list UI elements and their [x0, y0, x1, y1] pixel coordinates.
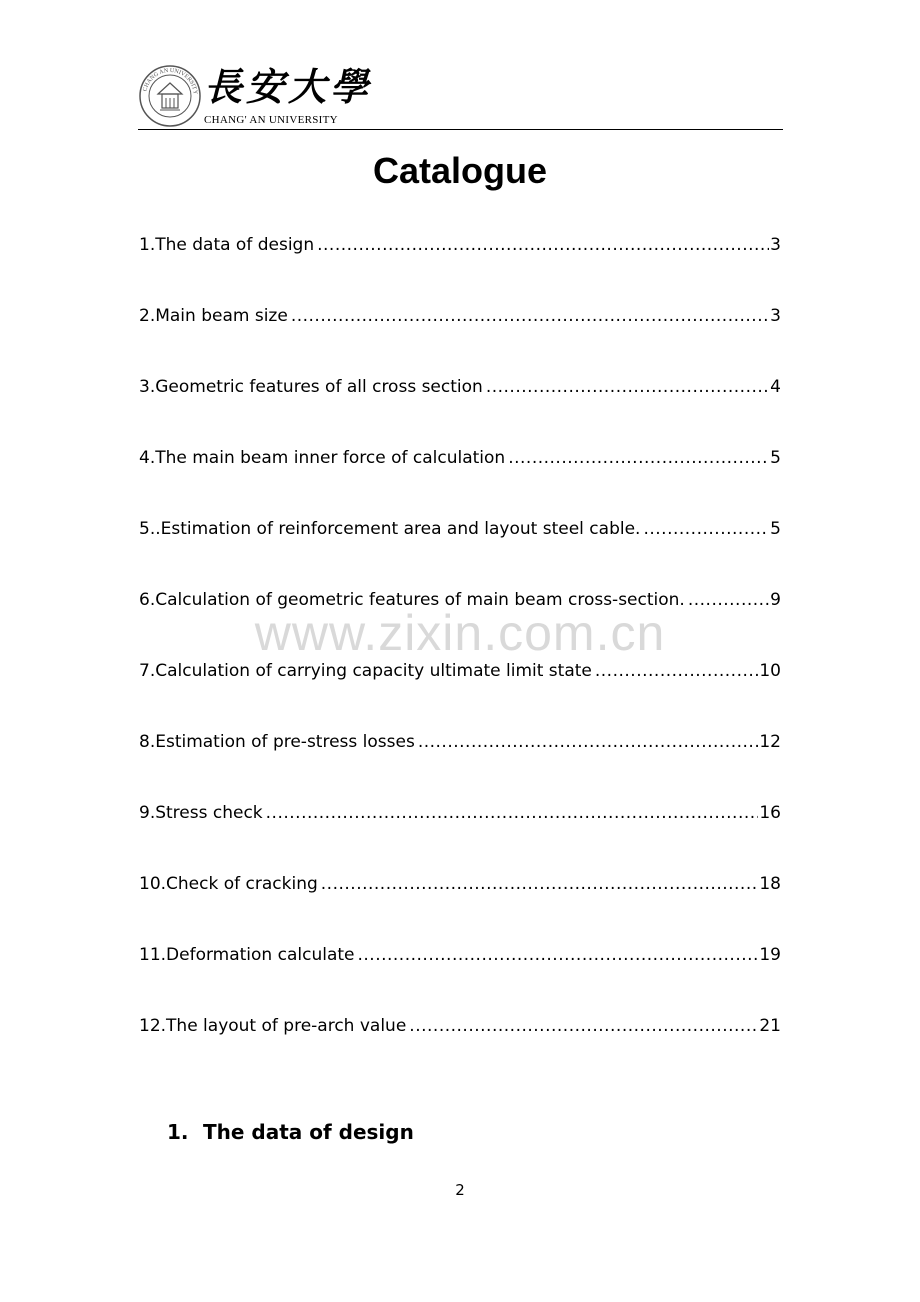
dot-leader	[409, 1012, 758, 1040]
toc-page-number: 18	[759, 874, 781, 894]
toc-entry-text: 6.Calculation of geometric features of main beam cross-section.	[139, 590, 685, 610]
toc-entry-text: 3.Geometric features of all cross section	[139, 377, 483, 397]
toc-entry-text: 11.Deformation calculate	[139, 945, 355, 965]
toc-entry[interactable]	[139, 799, 781, 870]
toc-entry-text: 4.The main beam inner force of calculation	[139, 448, 506, 468]
page-number: 2	[455, 1181, 465, 1199]
toc-entry-text: 7.Calculation of carrying capacity ultimate limit state	[139, 661, 592, 681]
toc-entry[interactable]	[139, 657, 781, 728]
toc-entry[interactable]	[139, 728, 781, 799]
dot-leader	[486, 373, 769, 401]
page-header	[138, 62, 783, 130]
toc-entry[interactable]	[139, 1012, 781, 1083]
toc-page-number: 3	[770, 306, 781, 326]
toc-entry-text: 9.Stress check	[139, 803, 263, 823]
toc-entry-text: 2.Main beam size	[139, 306, 288, 326]
university-name-chinese: 長安大學	[204, 64, 373, 109]
toc-entry[interactable]	[139, 515, 781, 586]
toc-page-number: 5	[770, 448, 781, 468]
toc-entry[interactable]	[139, 373, 781, 444]
seal-text: CHANG AN UNIVERSITY	[142, 67, 199, 95]
dot-leader	[317, 231, 769, 259]
toc-entry-text: 8.Estimation of pre-stress losses	[139, 732, 415, 752]
section-title: The data of design	[203, 1120, 414, 1144]
dot-leader	[321, 870, 759, 898]
header-divider	[138, 129, 783, 130]
university-seal-logo	[138, 64, 202, 128]
university-name-english: CHANG' AN UNIVERSITY	[204, 114, 338, 126]
dot-leader	[688, 586, 769, 614]
dot-leader	[643, 515, 769, 543]
toc-entry[interactable]	[139, 586, 781, 657]
dot-leader	[357, 941, 758, 969]
dot-leader	[291, 302, 769, 330]
watermark: www.zixin.com.cn	[254, 605, 666, 661]
toc-page-number: 4	[770, 377, 781, 397]
page-title: Catalogue	[372, 150, 548, 191]
dot-leader	[266, 799, 759, 827]
toc-page-number: 16	[759, 803, 781, 823]
toc-entry[interactable]	[139, 870, 781, 941]
toc-page-number: 9	[770, 590, 781, 610]
section-heading	[167, 1120, 414, 1144]
toc-entry-text: 5..Estimation of reinforcement area and layout steel cable.	[139, 519, 641, 539]
toc-page-number: 12	[759, 732, 781, 752]
toc-entry-text: 10.Check of cracking	[139, 874, 318, 894]
toc-entry[interactable]	[139, 444, 781, 515]
dot-leader	[418, 728, 759, 756]
dot-leader	[508, 444, 769, 472]
toc-entry[interactable]	[139, 941, 781, 1012]
toc-page-number: 19	[759, 945, 781, 965]
section-number: 1.	[167, 1120, 189, 1144]
toc-entry-text: 12.The layout of pre-arch value	[139, 1016, 407, 1036]
toc-page-number: 21	[759, 1016, 781, 1036]
toc-entry[interactable]	[139, 231, 781, 302]
toc-page-number: 10	[759, 661, 781, 681]
toc-entry-text: 1.The data of design	[139, 235, 315, 255]
table-of-contents	[139, 231, 781, 1083]
toc-page-number: 3	[770, 235, 781, 255]
toc-entry[interactable]	[139, 302, 781, 373]
dot-leader	[595, 657, 758, 685]
toc-page-number: 5	[770, 519, 781, 539]
